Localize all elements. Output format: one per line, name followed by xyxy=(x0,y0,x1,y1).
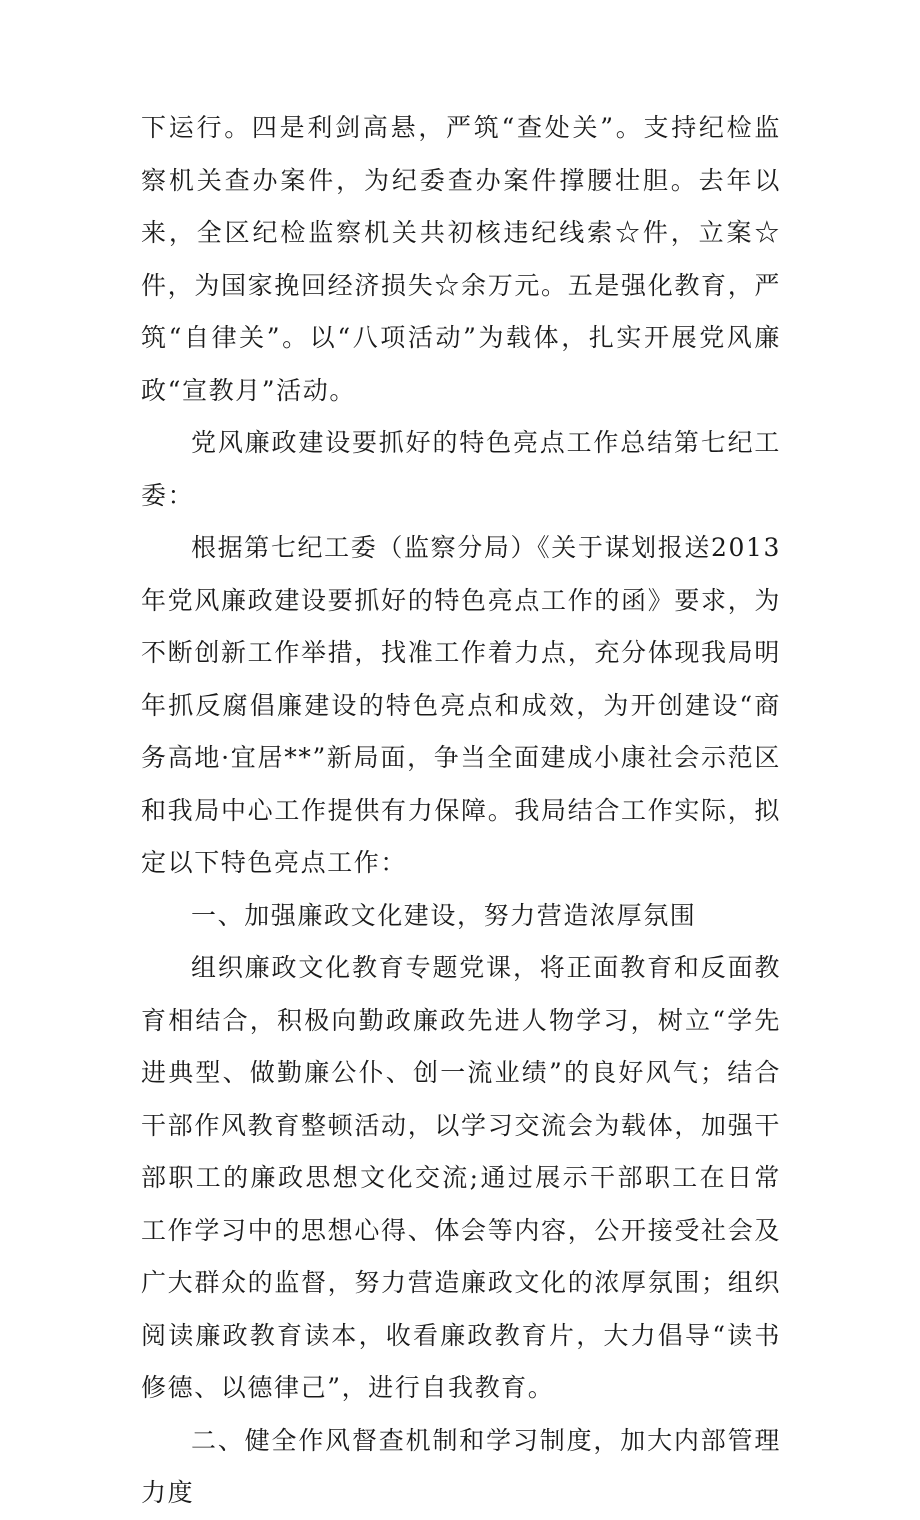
section-heading-1: 一、加强廉政文化建设，努力营造浓厚氛围 xyxy=(191,900,697,930)
paragraph-title: 党风廉政建设要抓好的特色亮点工作总结第七纪工委： xyxy=(141,428,781,510)
paragraph-intro: 根据第七纪工委（监察分局）《关于谋划报送2013年党风廉政建设要抓好的特色亮点工作的函》要求，为不断创新工作举措，找准工作着力点，充分体现我局明年抓反腐倡廉建设的特色亮点和成效，为开创建设“商务高地·宜居**”新局面，争当全面建成小康社会示范区和我局中心工作提供有力保障。我局结合工作实际，拟定以下特色亮点工作： xyxy=(141,533,781,877)
paragraph-section-1: 组织廉政文化教育专题党课，将正面教育和反面教育相结合，积极向勤政廉政先进人物学习，树立“学先进典型、做勤廉公仆、创一流业绩”的良好风气；结合干部作风教育整顿活动，以学习交流会为载体，加强干部职工的廉政思想文化交流;通过展示干部职工在日常工作学习中的思想心得、体会等内容，公开接受社会及广大群众的监督，努力营造廉政文化的浓厚氛围；组织阅读廉政教育读本，收看廉政教育片，大力倡导“读书修德、以德律己”，进行自我教育。 xyxy=(141,953,781,1402)
section-heading-2: 二、健全作风督查机制和学习制度，加大内部管理力度 xyxy=(141,1425,781,1507)
document-body xyxy=(141,102,781,1520)
paragraph-continuation: 下运行。四是利剑高悬，严筑“查处关”。支持纪检监察机关查办案件，为纪委查办案件撑腰壮胆。去年以来，全区纪检监察机关共初核违纪线索☆件，立案☆件，为国家挽回经济损失☆余万元。五是强化教育，严筑“自律关”。以“八项活动”为载体，扎实开展党风廉政“宣教月”活动。 xyxy=(141,113,781,405)
